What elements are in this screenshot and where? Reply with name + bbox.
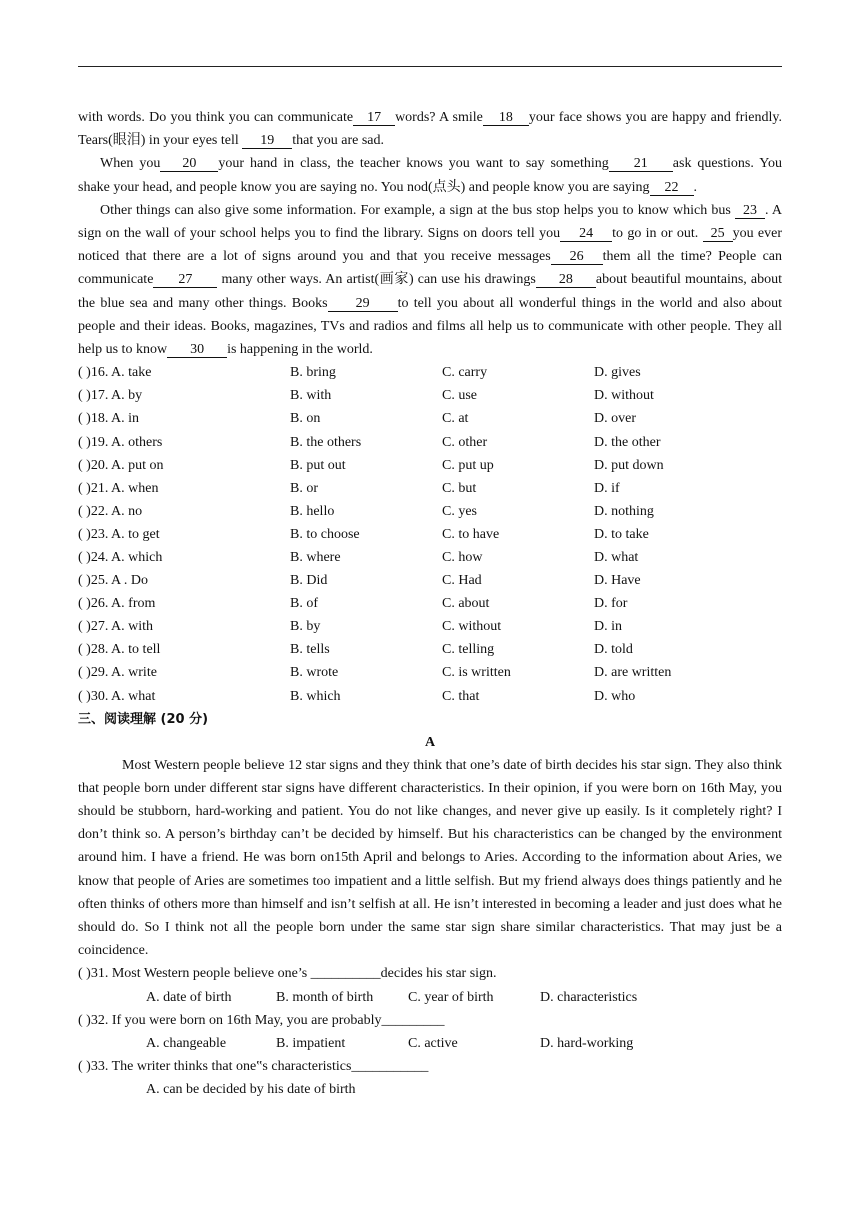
blank-18[interactable]: 18 bbox=[483, 110, 529, 126]
question-row bbox=[78, 407, 782, 430]
question-31-options bbox=[78, 986, 782, 1009]
question-row bbox=[78, 685, 782, 708]
option-b[interactable]: B. of bbox=[290, 596, 318, 612]
passage-paragraph-3 bbox=[78, 199, 782, 361]
cloze-passage bbox=[78, 106, 782, 361]
option-c[interactable]: C. yes bbox=[442, 503, 477, 519]
question-stem[interactable]: ( )22. A. no bbox=[78, 503, 143, 519]
blank-26[interactable]: 26 bbox=[551, 249, 603, 265]
option-c[interactable]: C. use bbox=[442, 388, 477, 404]
question-stem[interactable]: ( )26. A. from bbox=[78, 596, 156, 612]
option-b[interactable]: B. wrote bbox=[290, 665, 339, 681]
option-a[interactable]: A. date of birth bbox=[146, 989, 232, 1005]
option-d[interactable]: D. hard-working bbox=[540, 1036, 634, 1052]
option-d[interactable]: D. what bbox=[594, 549, 639, 565]
option-d[interactable]: D. put down bbox=[594, 457, 664, 473]
question-row bbox=[78, 454, 782, 477]
option-c[interactable]: C. that bbox=[442, 688, 480, 704]
question-stem[interactable]: ( )20. A. put on bbox=[78, 457, 164, 473]
option-b[interactable]: B. which bbox=[290, 688, 341, 704]
question-33-options bbox=[78, 1078, 782, 1101]
option-a[interactable]: A. can be decided by his date of birth bbox=[146, 1082, 356, 1098]
option-c[interactable]: C. how bbox=[442, 549, 483, 565]
option-c[interactable]: C. telling bbox=[442, 642, 495, 658]
passage-text: that you are sad. bbox=[292, 133, 384, 149]
option-b[interactable]: B. by bbox=[290, 619, 321, 635]
option-b[interactable]: B. with bbox=[290, 388, 332, 404]
question-32-options bbox=[78, 1032, 782, 1055]
question-row bbox=[78, 431, 782, 454]
option-c[interactable]: C. put up bbox=[442, 457, 494, 473]
question-stem[interactable]: ( )28. A. to tell bbox=[78, 642, 161, 658]
option-d[interactable]: D. characteristics bbox=[540, 989, 638, 1005]
option-d[interactable]: D. told bbox=[594, 642, 633, 658]
passage-text: ask questions. You shake your head, and people know you are saying no. You nod(点头) and people know you are saying bbox=[78, 156, 782, 195]
option-c[interactable]: C. but bbox=[442, 480, 477, 496]
passage-text: them all the time? People can communicate bbox=[78, 249, 783, 288]
passage-paragraph-2 bbox=[78, 152, 782, 198]
question-row bbox=[78, 592, 782, 615]
option-b[interactable]: B. Did bbox=[290, 573, 328, 589]
question-32-stem[interactable]: ( )32. If you were born on 16th May, you are probably_________ bbox=[78, 1012, 445, 1028]
reading-question-list bbox=[78, 962, 782, 1101]
question-row bbox=[78, 384, 782, 407]
passage-title: A bbox=[424, 734, 436, 750]
reading-paragraph: Most Western people believe 12 star signs and they think that one’s date of birth decides his star sign. They also think that people born under different star signs have different characteristics. In their opinion, if you were born on 16th May, you should be stubborn, hard-working and patient. You do not like changes, and never give up easily. Is it completely right? I don’t think so. A person’s birthday can’t be decided by himself. But his characteristics can be changed by the environment around him. I have a friend. He was born on15th April and belongs to Aries. According to the information about Aries, we know that people of Aries are sometimes too impatient and a little selfish. But my friend always does things patiently and he often thinks of others more than himself and isn’t selfish at all. He isn’t interested in becoming a leader and just does what he should do. So I think not all the people born under the same star sign share similar characteristics. That may just be a coincidence. bbox=[78, 757, 782, 959]
option-c[interactable]: C. about bbox=[442, 596, 490, 612]
option-a[interactable]: A. changeable bbox=[146, 1036, 227, 1052]
question-stem[interactable]: ( )27. A. with bbox=[78, 619, 154, 635]
option-b[interactable]: B. bring bbox=[290, 365, 336, 381]
passage-text: When you bbox=[100, 156, 161, 172]
option-c[interactable]: C. year of birth bbox=[408, 989, 494, 1005]
passage-text: words? A smile bbox=[395, 110, 483, 125]
option-b[interactable]: B. put out bbox=[290, 457, 346, 473]
question-stem[interactable]: ( )23. A. to get bbox=[78, 526, 160, 542]
option-b[interactable]: B. where bbox=[290, 549, 341, 565]
question-stem[interactable]: ( )30. A. what bbox=[78, 688, 156, 704]
question-row bbox=[78, 615, 782, 638]
question-row bbox=[78, 661, 782, 684]
option-c[interactable]: C. Had bbox=[442, 573, 482, 589]
blank-22[interactable]: 22 bbox=[650, 180, 694, 196]
blank-25[interactable]: 25 bbox=[703, 226, 733, 242]
option-b[interactable]: B. to choose bbox=[290, 526, 360, 542]
passage-text: you ever noticed that there are a lot of signs around you and that you receive messages bbox=[78, 226, 782, 265]
passage-text: many other ways. An artist(画家) can use his drawings bbox=[217, 272, 536, 288]
blank-20[interactable]: 20 bbox=[160, 156, 218, 172]
option-b[interactable]: B. hello bbox=[290, 503, 335, 519]
passage-text: . A sign on the wall of your school helps you to find the library. Signs on doors tell you bbox=[78, 202, 782, 242]
option-d[interactable]: D. who bbox=[594, 688, 636, 704]
option-d[interactable]: D. gives bbox=[594, 365, 641, 381]
passage-text: . bbox=[693, 179, 698, 195]
question-31-stem[interactable]: ( )31. Most Western people believe one’s __________decides his star sign. bbox=[78, 966, 497, 982]
blank-17[interactable]: 17 bbox=[353, 110, 395, 126]
question-stem[interactable]: ( )24. A. which bbox=[78, 549, 163, 565]
section-heading: 三、阅读理解 (20 分) bbox=[78, 711, 209, 727]
option-d[interactable]: D. in bbox=[594, 619, 622, 635]
option-d[interactable]: D. if bbox=[594, 480, 620, 496]
question-stem[interactable]: ( )29. A. write bbox=[78, 665, 157, 681]
option-b[interactable]: B. on bbox=[290, 411, 321, 427]
passage-text: Other things can also give some information. For example, a sign at the bus stop helps you to know which bus bbox=[100, 202, 735, 218]
option-b[interactable]: B. month of birth bbox=[276, 989, 374, 1005]
passage-text: your face shows you are happy and friendly. Tears(眼泪) in your eyes tell bbox=[78, 110, 782, 149]
blank-27[interactable]: 27 bbox=[153, 272, 217, 288]
blank-24[interactable]: 24 bbox=[560, 226, 612, 242]
document-page bbox=[78, 106, 782, 1102]
option-c[interactable]: C. carry bbox=[442, 365, 488, 381]
passage-text: with words. Do you think you can communicate bbox=[78, 110, 354, 125]
question-row bbox=[78, 546, 782, 569]
passage-text: to go in or out. bbox=[612, 226, 703, 242]
passage-text: your hand in class, the teacher knows you want to say something bbox=[218, 156, 609, 172]
passage-text: is happening in the world. bbox=[227, 342, 373, 358]
blank-30[interactable]: 30 bbox=[167, 342, 227, 358]
option-b[interactable]: B. the others bbox=[290, 434, 362, 450]
question-row bbox=[78, 569, 782, 592]
reading-passage-a bbox=[78, 754, 782, 963]
option-d[interactable]: D. for bbox=[594, 596, 628, 612]
question-row bbox=[78, 638, 782, 661]
option-c[interactable]: C. without bbox=[442, 619, 502, 635]
question-stem[interactable]: ( )17. A. by bbox=[78, 388, 143, 404]
question-stem[interactable]: ( )19. A. others bbox=[78, 434, 163, 450]
blank-21[interactable]: 21 bbox=[609, 156, 673, 172]
question-stem[interactable]: ( )18. A. in bbox=[78, 411, 140, 427]
option-d[interactable]: D. to take bbox=[594, 526, 649, 542]
question-row bbox=[78, 500, 782, 523]
passage-text: to tell you about all wonderful things in the world and also about people and their ideas. Books, magazines, TVs and radios and films all help us to communicate with other people. They all help us to know bbox=[78, 295, 782, 358]
cloze-question-list bbox=[78, 361, 782, 707]
option-b[interactable]: B. or bbox=[290, 480, 318, 496]
option-c[interactable]: C. at bbox=[442, 411, 469, 427]
question-stem[interactable]: ( )16. A. take bbox=[78, 365, 152, 381]
blank-19[interactable]: 19 bbox=[242, 133, 292, 149]
option-d[interactable]: D. without bbox=[594, 388, 654, 404]
question-row bbox=[78, 523, 782, 546]
question-33-stem[interactable]: ( )33. The writer thinks that one‟s characteristics___________ bbox=[78, 1059, 429, 1075]
question-stem[interactable]: ( )25. A . Do bbox=[78, 573, 148, 589]
option-d[interactable]: D. are written bbox=[594, 665, 672, 681]
option-d[interactable]: D. nothing bbox=[594, 503, 654, 519]
option-d[interactable]: D. over bbox=[594, 411, 636, 427]
option-c[interactable]: C. other bbox=[442, 434, 488, 450]
blank-23[interactable]: 23 bbox=[735, 203, 765, 219]
option-d[interactable]: D. the other bbox=[594, 434, 661, 450]
option-c[interactable]: C. is written bbox=[442, 665, 511, 681]
option-d[interactable]: D. Have bbox=[594, 573, 641, 589]
option-b[interactable]: B. impatient bbox=[276, 1036, 346, 1052]
question-row bbox=[78, 361, 782, 384]
option-b[interactable]: B. tells bbox=[290, 642, 330, 658]
option-c[interactable]: C. to have bbox=[442, 526, 500, 542]
option-c[interactable]: C. active bbox=[408, 1036, 458, 1052]
passage-text: about beautiful mountains, about the blue sea and many other things. Books bbox=[78, 272, 783, 311]
question-stem[interactable]: ( )21. A. when bbox=[78, 480, 159, 496]
blank-29[interactable]: 29 bbox=[328, 296, 398, 312]
header-rule bbox=[78, 66, 782, 67]
blank-28[interactable]: 28 bbox=[536, 272, 596, 288]
question-row bbox=[78, 477, 782, 500]
passage-paragraph-1 bbox=[78, 106, 782, 152]
